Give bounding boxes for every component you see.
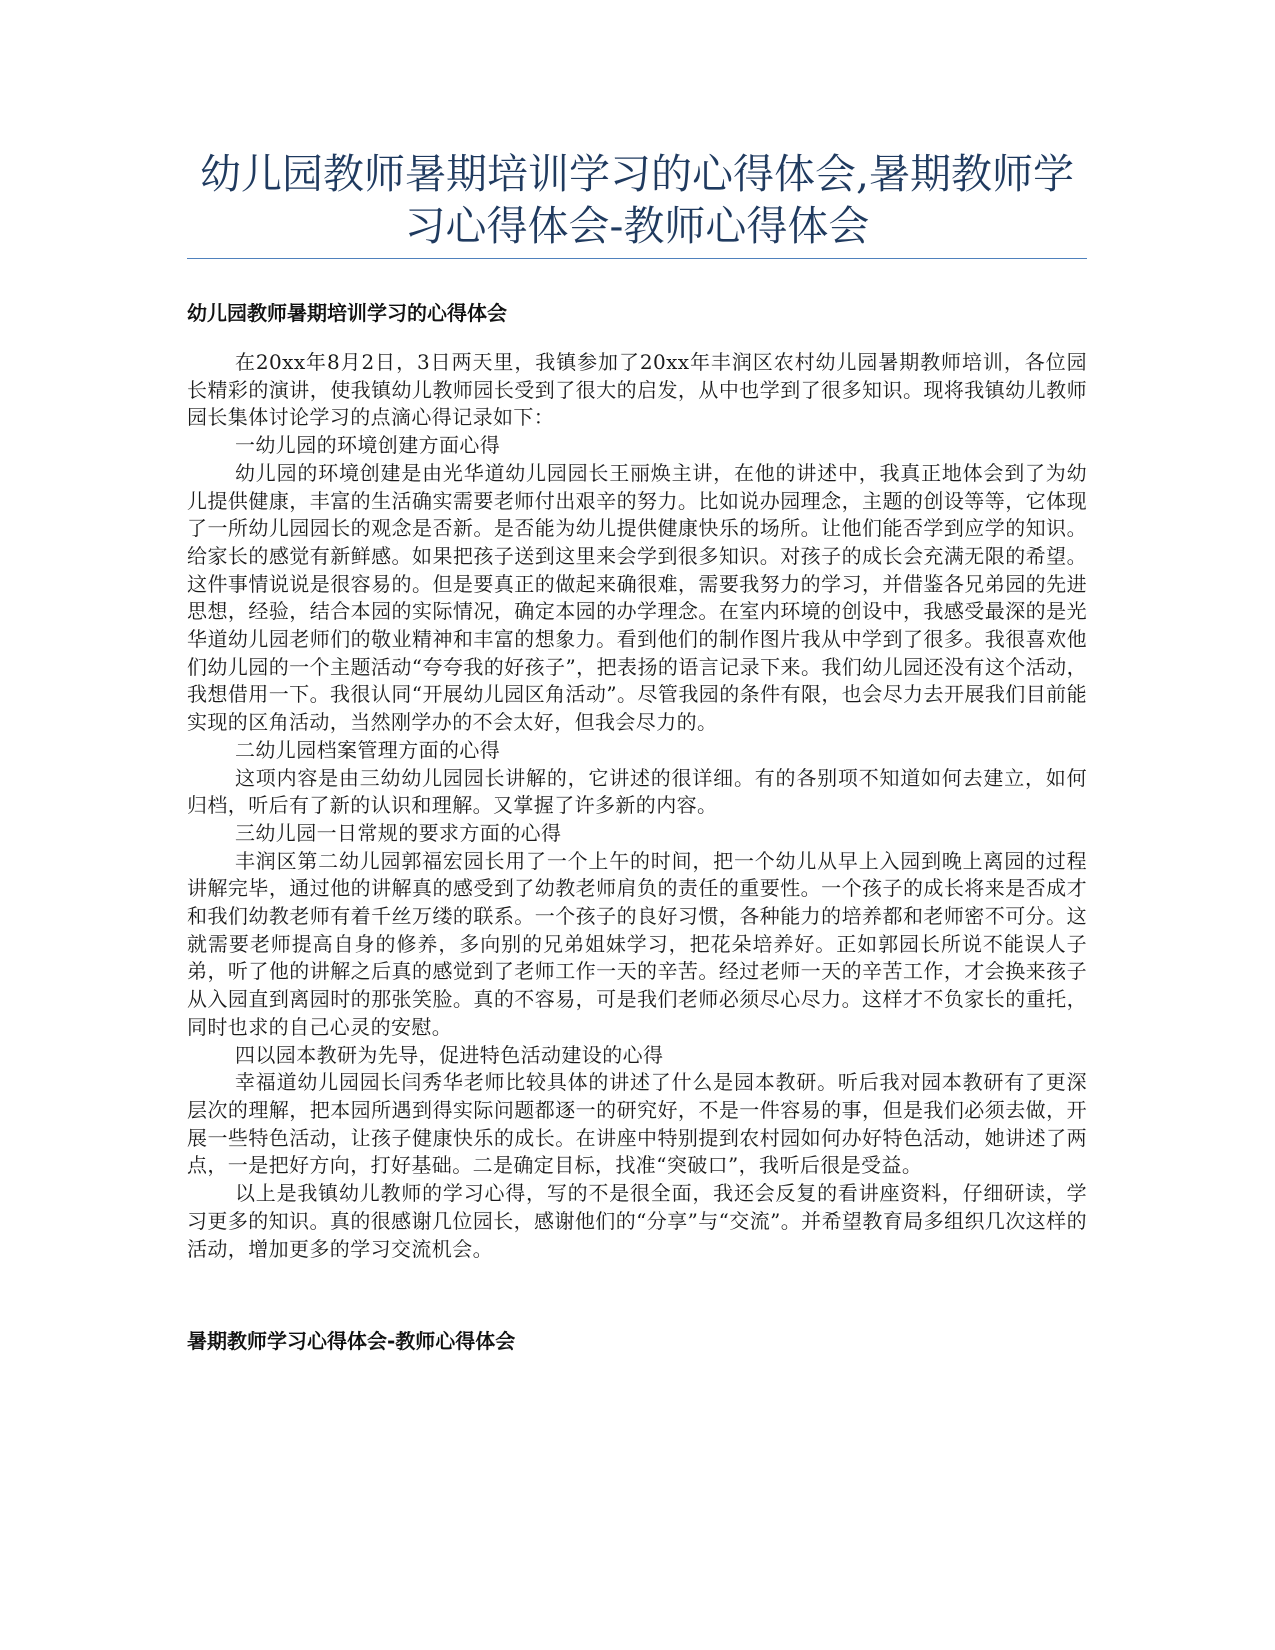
paragraph: 以上是我镇幼儿教师的学习心得，写的不是很全面，我还会反复的看讲座资料，仔细研读，学习更多的知识。真的很感谢几位园长，感谢他们的“分享”与“交流”。并希望教育局多组织几次这样的活动，增加更多的学习交流机会。 <box>187 1181 1087 1261</box>
subheading-archives: 二幼儿园档案管理方面的心得 <box>235 737 501 762</box>
paragraph: 幸福道幼儿园园长闫秀华老师比较具体的讲述了什么是园本教研。听后我对园本教研有了更深层次的理解，把本园所遇到得实际问题都逐一的研究好，不是一件容易的事，但是我们必须去做，开展一些特色活动，让孩子健康快乐的成长。在讲座中特别提到农村园如何办好特色活动，她讲述了两点，一是把好方向，打好基础。二是确定目标，找准“突破口”，我听后很是受益。 <box>187 1070 1087 1178</box>
document-page <box>187 148 1087 1355</box>
subheading-research: 四以园本教研为先导，促进特色活动建设的心得 <box>235 1042 664 1067</box>
document-title: 幼儿园教师暑期培训学习的心得体会,暑期教师学习心得体会-教师心得体会 <box>199 150 1075 250</box>
subheading-environment: 一幼儿园的环境创建方面心得 <box>235 433 501 458</box>
title-underline <box>187 258 1087 259</box>
paragraph: 在20xx年8月2日，3日两天里，我镇参加了20xx年丰润区农村幼儿园暑期教师培训，各位园长精彩的演讲，使我镇幼儿教师园长受到了很大的启发，从中也学到了很多知识。现将我镇幼儿教师园长集体讨论学习的点滴心得记录如下： <box>187 350 1087 430</box>
paragraph: 这项内容是由三幼幼儿园园长讲解的，它讲述的很详细。有的各别项不知道如何去建立，如何归档，听后有了新的认识和理解。又掌握了许多新的内容。 <box>187 765 1087 818</box>
section-heading-2: 暑期教师学习心得体会-教师心得体会 <box>187 1329 516 1354</box>
section-heading-1: 幼儿园教师暑期培训学习的心得体会 <box>187 301 507 325</box>
section-1-body <box>187 349 1087 1263</box>
paragraph: 丰润区第二幼儿园郭福宏园长用了一个上午的时间，把一个幼儿从早上入园到晚上离园的过程讲解完毕，通过他的讲解真的感受到了幼教老师肩负的责任的重要性。一个孩子的成长将来是否成才和我们幼教老师有着千丝万缕的联系。一个孩子的良好习惯，各种能力的培养都和老师密不可分。这就需要老师提高自身的修养，多向别的兄弟姐妹学习，把花朵培养好。正如郭园长所说不能误人子弟，听了他的讲解之后真的感觉到了老师工作一天的辛苦。经过老师一天的辛苦工作，才会换来孩子从入园直到离园时的那张笑脸。真的不容易，可是我们老师必须尽心尽力。这样才不负家长的重托，同时也求的自己心灵的安慰。 <box>187 848 1087 1039</box>
subheading-daily-routine: 三幼儿园一日常规的要求方面的心得 <box>235 820 562 845</box>
paragraph: 幼儿园的环境创建是由光华道幼儿园园长王丽焕主讲，在他的讲述中，我真正地体会到了为幼儿提供健康，丰富的生活确实需要老师付出艰辛的努力。比如说办园理念，主题的创设等等，它体现了一所幼儿园园长的观念是否新。是否能为幼儿提供健康快乐的场所。让他们能否学到应学的知识。给家长的感觉有新鲜感。如果把孩子送到这里来会学到很多知识。对孩子的成长会充满无限的希望。这件事情说说是很容易的。但是要真正的做起来确很难，需要我努力的学习，并借鉴各兄弟园的先进思想，经验，结合本园的实际情况，确定本园的办学理念。在室内环境的创设中，我感受最深的是光华道幼儿园老师们的敬业精神和丰富的想象力。看到他们的制作图片我从中学到了很多。我很喜欢他们幼儿园的一个主题活动“夸夸我的好孩子”，把表扬的语言记录下来。我们幼儿园还没有这个活动，我想借用一下。我很认同“开展幼儿园区角活动”。尽管我园的条件有限，也会尽力去开展我们目前能实现的区角活动，当然刚学办的不会太好，但我会尽力的。 <box>187 460 1087 735</box>
